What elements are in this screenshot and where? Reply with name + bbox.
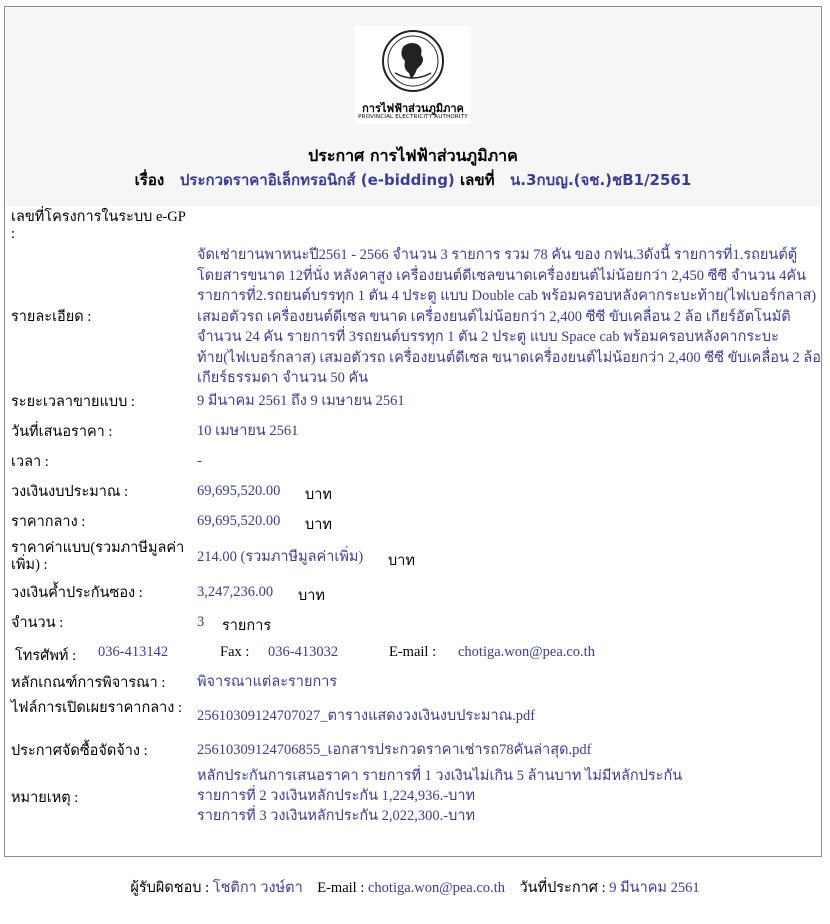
doc-price-value: 214.00 (รวมภาษีมูลค่าเพิ่ม) (197, 549, 364, 565)
time-label: เวลา : (11, 454, 49, 470)
budget-value: 69,695,520.00 (197, 483, 281, 499)
footer (0, 876, 830, 899)
median-price-unit: บาท (305, 517, 332, 533)
subject-value: ประกวดราคาอิเล็กทรอนิกส์ (e-bidding) (179, 171, 455, 189)
doc-price-unit: บาท (388, 553, 415, 569)
fax-value: 036-413032 (268, 644, 339, 660)
price-file-label: ไฟล์การเปิดเผยราคากลาง : (11, 700, 182, 716)
bid-date-value: 10 เมษายน 2561 (197, 423, 299, 439)
quantity-unit: รายการ (222, 618, 272, 634)
time-value: - (197, 453, 202, 469)
guarantee-label: วงเงินค้ำประกันซอง : (11, 585, 143, 601)
footer-email-value[interactable]: chotiga.won@pea.co.th (367, 880, 505, 896)
remark-line-1: หลักประกันการเสนอราคา รายการที่ 1 วงเงินไม่เกิน 5 ล้านบาท ไม่มีหลักประกัน (197, 768, 683, 784)
announcement-header (6, 8, 820, 206)
detail-value: จัดเช่ายานพาหนะปี2561 - 2566 จำนวน 3 รายการ รวม 78 คัน ของ กฟน.3ดังนี้ รายการที่1.รถยนต์ตู้โดยสารขนาด 12ที่นั่ง หลังคาสูง เครื่องยนต์ดีเซลขนาดเครื่องยนต์ไม่น้อยกว่า 2,450 ซีซี จำนวน 4คัน รายการที่2.รถยนต์บรรทุก 1 ตัน 4 ประตู แบบ Double cab พร้อมครอบหลังคากระบะท้าย(ไฟเบอร์กลาส) เสมอตัวรถ เครื่องยนต์ดีเซล ขนาด เครื่องยนต์ไม่น้อยกว่า 2,400 ซีซี ขับเคลื่อน 2 ล้อ เกียร์อัตโนมัติ จำนวน 24 คัน รายการที่ 3รถยนต์บรรทุก 1 ตัน 2 ประตู แบบ Space cab พร้อมครอบหลังคากระบะท้าย(ไฟเบอร์กลาส) เสมอตัวรถ เครื่องยนต์ดีเซล ขนาดเครื่องยนต์ไม่น้อยกว่า 2,400 ซีซี ขับเคลื่อน 2 ล้อ เกียร์ธรรมดา จำนวน 50 คัน (197, 247, 821, 386)
fax-label: Fax : (220, 644, 250, 660)
phone-value: 036-413142 (98, 644, 169, 660)
footer-email-label: E-mail : (317, 880, 365, 896)
bid-date-label: วันที่เสนอราคา : (11, 424, 113, 440)
price-file-link[interactable]: 25610309124707027_ตารางแสดงวงเงินงบประมาณ.pdf (197, 708, 536, 724)
announce-label: ประกาศจัดซื้อจัดจ้าง : (11, 743, 148, 759)
logo-text-english: PROVINCIAL ELECTRICITY AUTHORITY (358, 114, 468, 120)
remark-line-2: รายการที่ 2 วงเงินหลักประกัน 1,224,936.-บาท (197, 788, 476, 804)
criteria-label: หลักเกณฑ์การพิจารณา : (11, 675, 166, 691)
median-price-label: ราคากลาง : (11, 514, 86, 530)
number-value: น.3กบญ.(จช.)ชB1/2561 (510, 171, 692, 189)
owner-label: ผู้รับผิดชอบ : (130, 880, 210, 896)
email-label: E-mail : (389, 644, 437, 660)
page-title: ประกาศ การไฟฟ้าส่วนภูมิภาค (308, 146, 518, 165)
remark-label: หมายเหตุ : (11, 790, 79, 806)
email-value[interactable]: chotiga.won@pea.co.th (458, 644, 595, 660)
announce-file-link[interactable]: 25610309124706855_เอกสารประกวดราคาเช่ารถ78คันล่าสุด.pdf (197, 742, 592, 758)
budget-label: วงเงินงบประมาณ : (11, 484, 129, 500)
median-price-value: 69,695,520.00 (197, 513, 281, 529)
guarantee-unit: บาท (298, 588, 325, 604)
egp-label: เลขที่โครงการในระบบ e-GP : (11, 209, 186, 242)
announce-date-value: 9 มีนาคม 2561 (609, 880, 700, 896)
sale-period-value: 9 มีนาคม 2561 ถึง 9 เมษายน 2561 (197, 393, 405, 409)
guarantee-value: 3,247,236.00 (197, 584, 274, 600)
subject-line (6, 168, 820, 192)
number-label: เลขที่ (460, 171, 495, 189)
phone-label: โทรศัพท์ : (15, 648, 77, 664)
remark-line-3: รายการที่ 3 วงเงินหลักประกัน 2,022,300.-บาท (197, 808, 476, 824)
logo-text-thai: การไฟฟ้าส่วนภูมิภาค (362, 102, 464, 115)
doc-price-label: ราคาค่าแบบ(รวมภาษีมูลค่าเพิ่ม) : (11, 540, 185, 573)
owner-value: โชติกา วงษ์ตา (212, 880, 303, 896)
detail-label: รายละเอียด : (11, 309, 92, 325)
budget-unit: บาท (305, 487, 332, 503)
quantity-value: 3 (197, 614, 205, 630)
criteria-value: พิจารณาแต่ละรายการ (197, 674, 338, 690)
pea-logo (355, 26, 471, 124)
sale-period-label: ระยะเวลาขายแบบ : (11, 394, 135, 410)
quantity-label: จำนวน : (11, 615, 64, 631)
subject-label: เรื่อง (134, 171, 165, 189)
announce-date-label: วันที่ประกาศ : (519, 880, 606, 896)
pea-emblem-icon (381, 29, 445, 97)
